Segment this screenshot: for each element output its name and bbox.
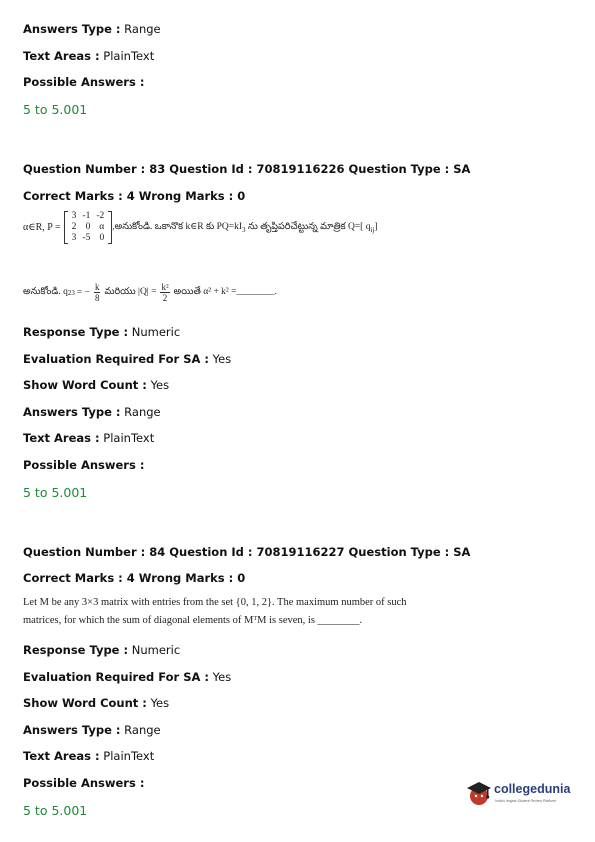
label: Possible Answers : [23, 776, 145, 790]
marks-text: Correct Marks : 4 Wrong Marks : 0 [23, 189, 246, 203]
possible-answer: 5 to 5.001 [23, 803, 88, 818]
value: PlainText [103, 431, 155, 445]
marks-row [23, 571, 245, 585]
label: Evaluation Required For SA : [23, 670, 210, 684]
evaluation-row [23, 352, 231, 366]
evaluation-row [23, 670, 231, 684]
possible-answer: 5 to 5.001 [23, 102, 88, 117]
label: Text Areas : [23, 49, 100, 63]
label: Show Word Count : [23, 696, 147, 710]
possible-answer: 5 to 5.001 [23, 485, 88, 500]
numerator: k [94, 282, 100, 292]
value: Range [124, 723, 161, 737]
label: Response Type : [23, 643, 129, 657]
brand-name: collegedunia [494, 782, 571, 796]
possible-answers-row [23, 458, 144, 472]
word-count-row [23, 696, 169, 710]
question-text-line2: matrices, for which the sum of diagonal elements of MᵀM is seven, is ________. [23, 615, 363, 626]
text-areas-row [23, 749, 154, 763]
label: Response Type : [23, 325, 129, 339]
question-text-line2 [23, 282, 277, 303]
text: ను తృప్తిపరిచేట్టున్న మాత్రిక Q=[ q [245, 222, 371, 232]
response-type-row [23, 325, 180, 339]
label: Evaluation Required For SA : [23, 352, 210, 366]
numerator: k² [161, 282, 169, 292]
text: = − [76, 287, 90, 298]
label: Answers Type : [23, 405, 121, 419]
matrix-cell: 0 [85, 222, 91, 232]
subscript: 3 [242, 225, 246, 234]
graduation-cap-icon [465, 779, 493, 809]
question-text-line1: Let M be any 3×3 matrix with entries from the set {0, 1, 2}. The maximum number of such [23, 597, 407, 608]
question-text-line1 [23, 211, 378, 244]
possible-answers-row [23, 776, 144, 790]
text-areas-row [23, 49, 154, 63]
marks-text: Correct Marks : 4 Wrong Marks : 0 [23, 571, 246, 585]
label: Answers Type : [23, 22, 121, 36]
value: Range [124, 22, 161, 36]
label: Possible Answers : [23, 458, 145, 472]
line1-text [112, 221, 377, 234]
matrix-cell: 0 [99, 233, 105, 243]
text: ,అనుకోండి. ఒకానొక k∈R కు PQ=kI [112, 222, 243, 232]
question-header [23, 545, 470, 559]
label: Text Areas : [23, 431, 100, 445]
value: Yes [150, 378, 170, 392]
value: PlainText [103, 49, 155, 63]
possible-answers-row [23, 75, 144, 89]
response-type-row [23, 643, 180, 657]
value: PlainText [103, 749, 155, 763]
label: Text Areas : [23, 749, 100, 763]
marks-row [23, 189, 245, 203]
text: మరియు |Q| = [104, 287, 157, 297]
denominator: 8 [94, 293, 100, 303]
matrix-p [64, 211, 113, 244]
value: Yes [212, 670, 232, 684]
value: Numeric [131, 325, 181, 339]
collegedunia-logo [465, 777, 575, 811]
answers-type-row [23, 22, 161, 36]
question-header [23, 162, 470, 176]
text: అనుకోండి. q [23, 287, 68, 297]
matrix-cell: 3 [71, 211, 77, 221]
matrix-cell: 3 [71, 233, 77, 243]
matrix-cell: 2 [71, 222, 77, 232]
matrix-table [69, 211, 108, 244]
matrix-cell: -2 [96, 211, 105, 221]
label: Possible Answers : [23, 75, 145, 89]
matrix-cell: -5 [82, 233, 91, 243]
brand-tagline: India's largest Student Review Platform [495, 799, 556, 803]
text: ] [374, 222, 378, 232]
fraction-k-over-8 [94, 282, 101, 303]
denominator: 2 [162, 293, 168, 303]
question-header-text: Question Number : 84 Question Id : 70819116227 Question Type : SA [23, 545, 471, 559]
value: Range [124, 405, 161, 419]
value: Yes [212, 352, 232, 366]
fraction-k2-over-2 [160, 282, 169, 303]
label: Show Word Count : [23, 378, 147, 392]
subscript: 23 [67, 288, 75, 297]
matrix-cell: -1 [82, 211, 91, 221]
answers-type-row [23, 405, 161, 419]
value: Yes [150, 696, 170, 710]
matrix-prefix: α∈R, P = [23, 222, 61, 233]
matrix-cell: α [99, 222, 105, 232]
question-header-text: Question Number : 83 Question Id : 70819116226 Question Type : SA [23, 162, 471, 176]
label: Answers Type : [23, 723, 121, 737]
value: Numeric [131, 643, 181, 657]
text-areas-row [23, 431, 154, 445]
subscript: ij [370, 225, 375, 234]
word-count-row [23, 378, 169, 392]
text: అయితే α² + k² =________. [173, 287, 277, 297]
answers-type-row [23, 723, 161, 737]
